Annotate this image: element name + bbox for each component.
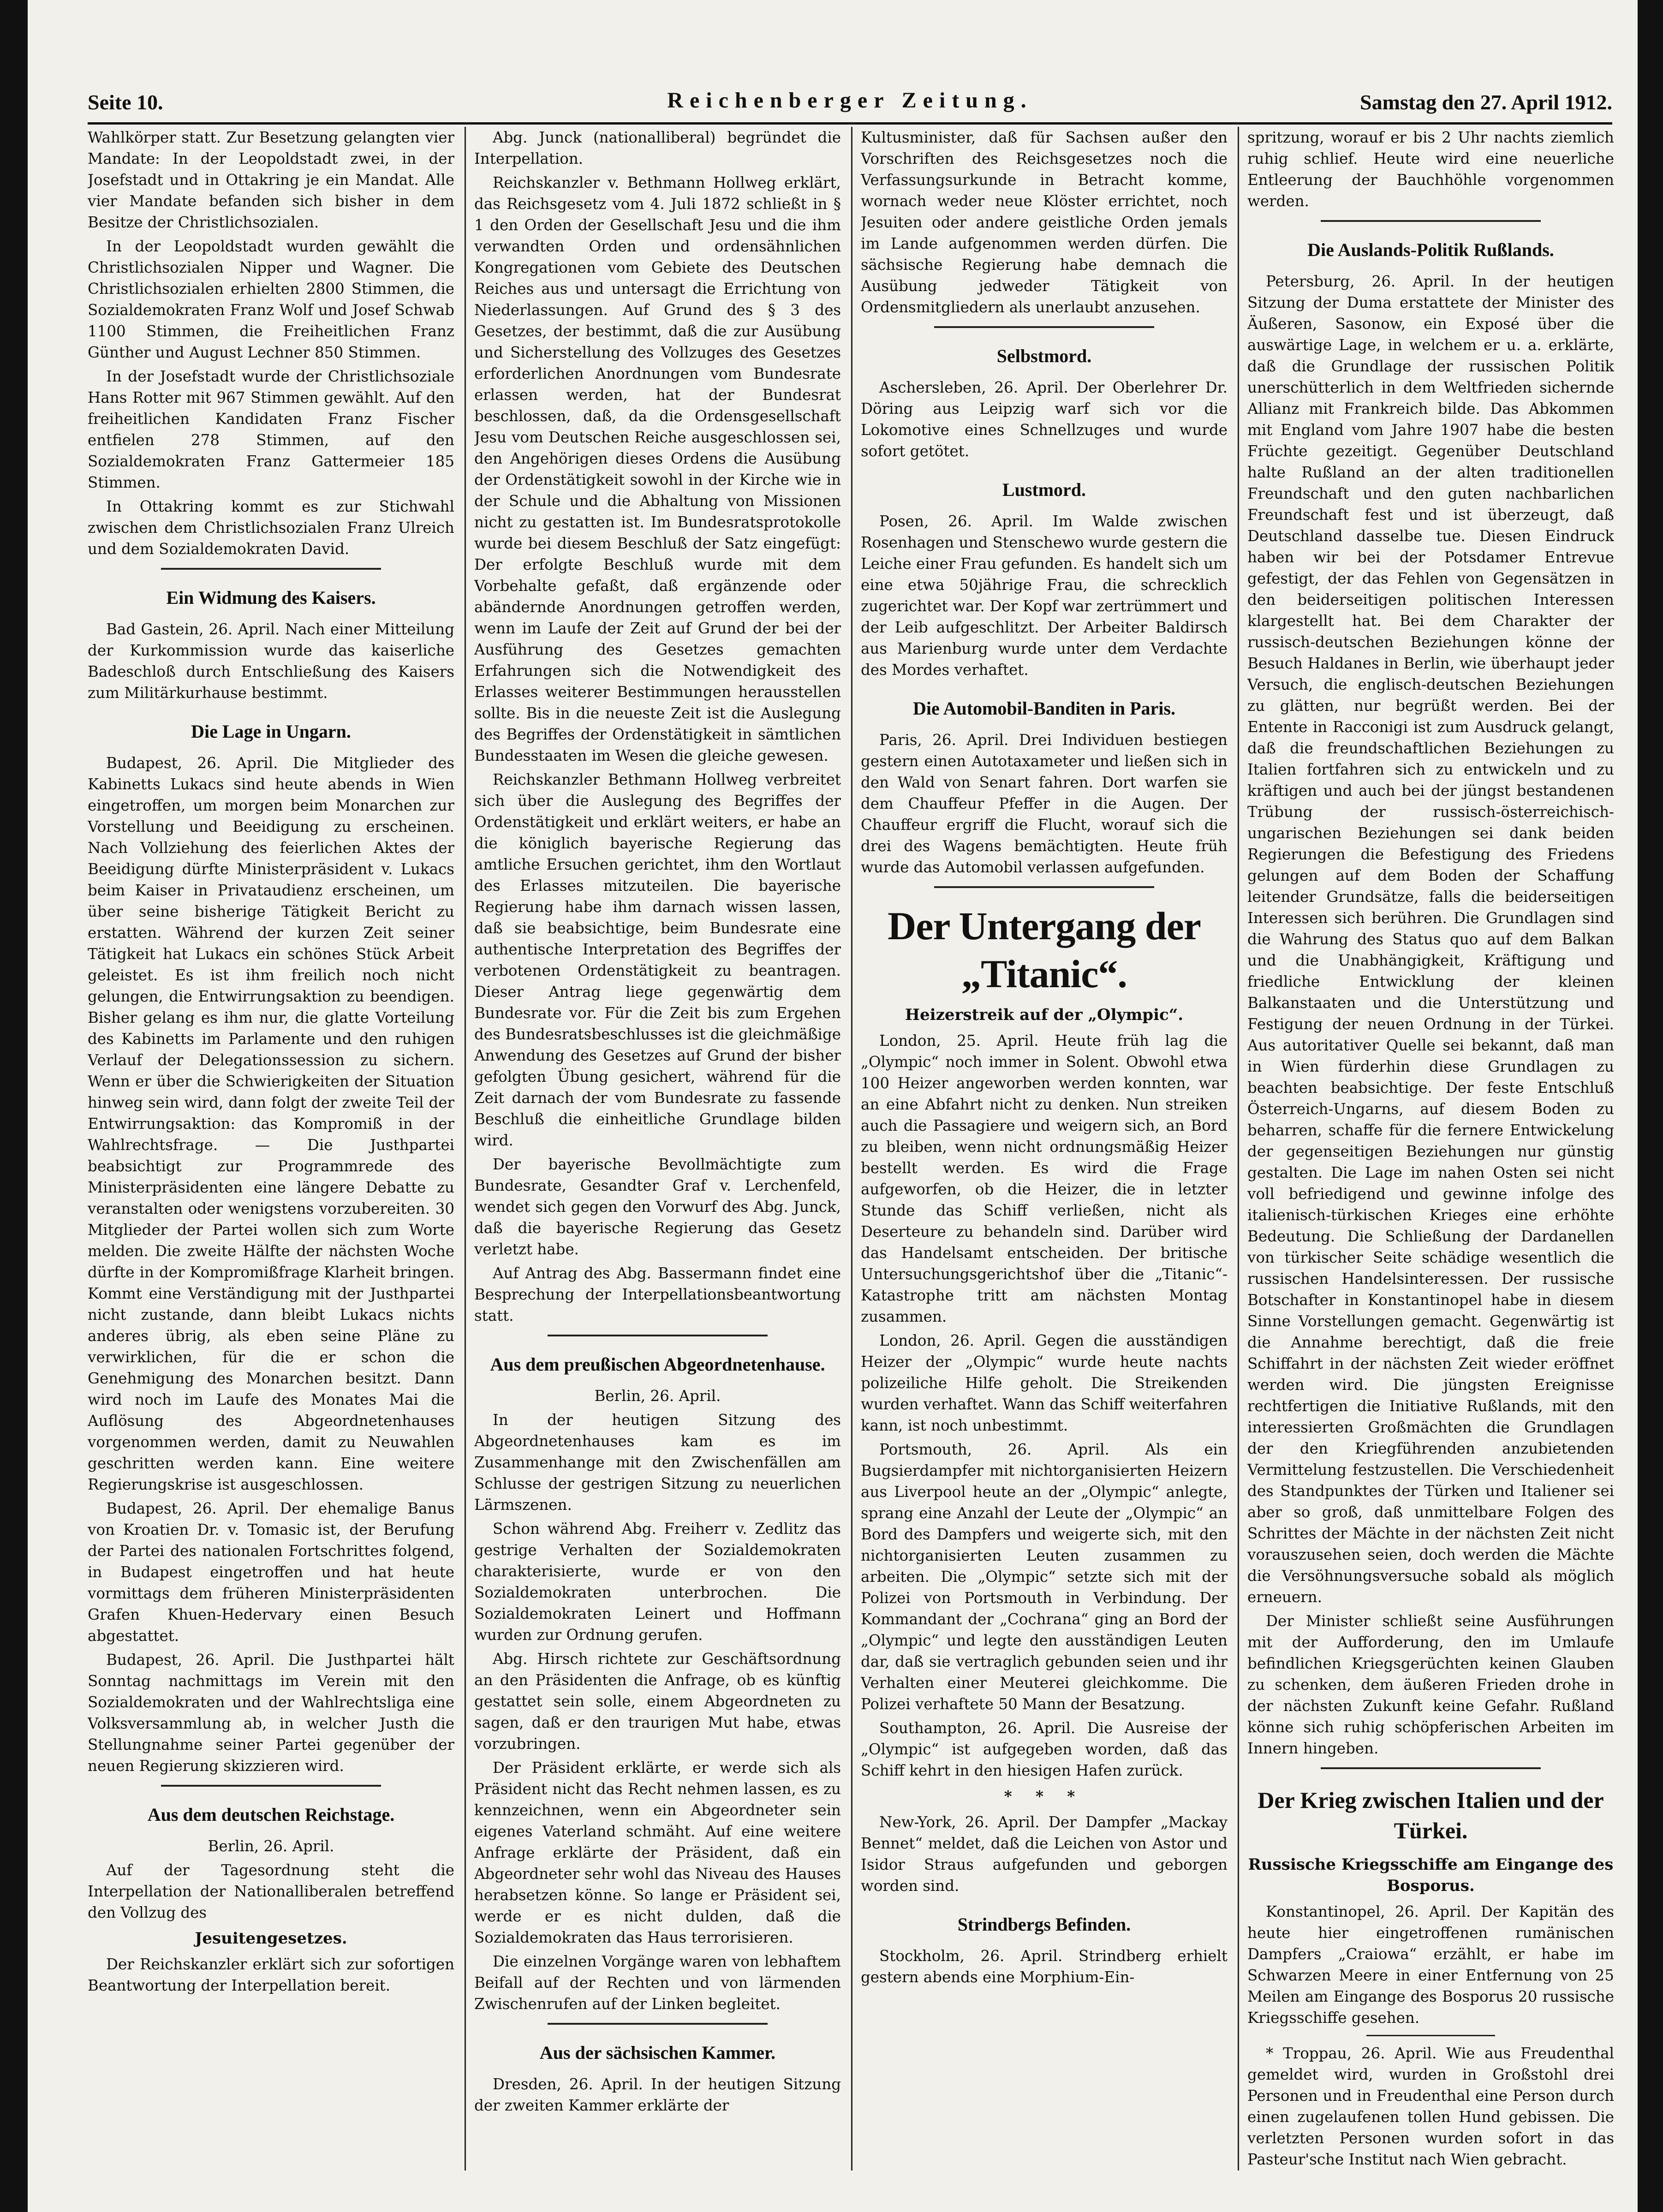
- paragraph: Stockholm, 26. April. Strindberg erhielt gestern abends eine Morphium-Ein-: [861, 1947, 1228, 1986]
- paragraph: Schon während Abg. Freiherr v. Zedlitz das gestrige Verhalten der Sozialdemokraten charakterisierte, wurde er von den Sozialdemokraten unterbrochen. Die Sozialdemokraten Leinert und Hoffmann wurden zur Ordnung gerufen.: [474, 1520, 841, 1644]
- article-headline: Aus dem preußischen Abgeordnetenhause.: [490, 1354, 825, 1375]
- article-headline: Die Lage in Ungarn.: [191, 721, 351, 742]
- column-1: [88, 127, 454, 2170]
- paragraph: In der Leopoldstadt wurden gewählt die Christlichsozialen Nipper und Wagner. Die Christlichsozialen erhielten 2800 Stimmen, die Sozialdemokraten Franz Wolf und Josef Schwab 1100 Stimmen, die Freiheitlichen Franz Günther und August Lechner 850 Stimmen.: [88, 238, 454, 361]
- article-separator: [548, 2023, 768, 2025]
- paragraph: Der Präsident erklärte, er werde sich als Präsident nicht das Recht nehmen lassen, es zu kennzeichnen, wenn ein Abgeordneter sein eigenes Vaterland schmäht. Auf eine weitere Anfrage erklärte der Präsident, daß ein Abgeordneter sehr wohl das Niveau des Hauses herabsetzen könne. So lange er Präsident sei, werde er es nicht dulden, daß die Sozialdemokraten das Haus terrorisieren.: [474, 1759, 841, 1946]
- paragraph: Abg. Junck (nationalliberal) begründet die Interpellation.: [474, 129, 841, 167]
- paragraph: Bad Gastein, 26. April. Nach einer Mitteilung der Kurkommission wurde das kaiserliche Badeschloß durch Entschließung des Kaisers zum Militärkurhause bestimmt.: [88, 620, 454, 702]
- subheadline: Jesuitengesetzes.: [195, 1929, 347, 1948]
- article-separator: [161, 568, 381, 570]
- article-separator: [1321, 1767, 1541, 1769]
- article-separator: [1321, 220, 1541, 222]
- paragraph: Die einzelnen Vorgänge waren von lebhaftem Beifall auf der Rechten und von lärmenden Zwischenrufen auf der Linken begleitet.: [474, 1953, 841, 2013]
- paragraph: Portsmouth, 26. April. Als ein Bugsierdampfer mit nichtorganisierten Heizern aus Liverpool heute an der „Olympic“ anlegte, sprang eine Anzahl der Leute der „Olympic“ an Bord des Dampfers und weigerte sich, mit den nichtorganisierten Leuten zusammen zu arbeiten. Die „Olympic“ setzte sich mit der Polizei von Portsmouth in Verbindung. Der Kommandant der „Cochrana“ ging an Bord der „Olympic“ und legte den ausständigen Leuten dar, daß sie vertraglich gebunden seien und ihr Verhalten einer Meuterei gleichkomme. Die Polizei verhaftete 50 Mann der Besatzung.: [861, 1441, 1228, 1713]
- article-separator: [934, 886, 1154, 888]
- paragraph: Auf Antrag des Abg. Bassermann findet eine Besprechung der Interpellationsbeantwortung statt.: [474, 1264, 841, 1324]
- article-headline: Aus der sächsischen Kammer.: [539, 2042, 776, 2063]
- paragraph: Auf der Tagesordnung steht die Interpellation der Nationalliberalen betreffend den Vollzug des: [88, 1861, 454, 1921]
- article-headline: Die Auslands-Politik Rußlands.: [1307, 239, 1554, 260]
- dateline: Berlin, 26. April.: [208, 1837, 334, 1855]
- paragraph: Abg. Hirsch richtete zur Geschäftsordnung an den Präsidenten die Anfrage, ob es künftig gestattet sein solle, einem Abgeordneten zu sagen, daß er den traurigen Mut habe, etwas vorzubringen.: [474, 1650, 841, 1753]
- subheadline: Heizerstreik auf der „Olympic“.: [905, 1006, 1184, 1024]
- paragraph: London, 26. April. Gegen die ausständigen Heizer der „Olympic“ wurde heute nachts polizeiliche Hilfe geholt. Die Streikenden wurden verhaftet. Wann das Schiff weiterfahren kann, ist noch unbestimmt.: [861, 1332, 1228, 1434]
- subheadline: Russische Kriegsschiffe am Eingange des Bosporus.: [1248, 1855, 1614, 1895]
- column-rule: [1238, 127, 1239, 2170]
- paragraph: Der Minister schließt seine Ausführungen mit der Aufforderung, den im Umlaufe befindlichen Kriegsgerüchten keinen Glauben zu schenken, dem äußeren Frieden drohe in der nächsten Zukunft keine Gefahr. Rußland könne sich ruhig schöpferischen Arbeiten im Innern hingeben.: [1247, 1612, 1614, 1757]
- paragraph: Paris, 26. April. Drei Individuen bestiegen gestern einen Autotaxameter und ließen sich in den Wald von Senart fahren. Dort warfen sie dem Chauffeur Pfeffer in die Augen. Der Chauffeur ergriff die Flucht, worauf sich die drei des Wagens bemächtigten. Heute früh wurde das Automobil verlassen aufgefunden.: [861, 731, 1228, 876]
- paragraph: Dresden, 26. April. In der heutigen Sitzung der zweiten Kammer erklärte der: [474, 2075, 841, 2114]
- paragraph: In der Josefstadt wurde der Christlichsoziale Hans Rotter mit 967 Stimmen gewählt. Auf den freiheitlichen Kandidaten Franz Fischer entfielen 278 Stimmen, auf den Sozialdemokraten Franz Gattermeier 185 Stimmen.: [88, 368, 454, 491]
- column-4: [1247, 127, 1614, 2170]
- paragraph: Der Reichskanzler erklärt sich zur sofortigen Beantwortung der Interpellation bereit.: [88, 1956, 454, 1994]
- paragraph: spritzung, worauf er bis 2 Uhr nachts ziemlich ruhig schlief. Heute wird eine neuerliche Entleerung der Bauchhöhle vorgenommen werden.: [1247, 129, 1614, 210]
- paragraph: Budapest, 26. April. Der ehemalige Banus von Kroatien Dr. v. Tomasic ist, der Berufung der Partei des nationalen Fortschrittes folgend, in Budapest eingetroffen und hat heute vormittags dem früheren Ministerpräsidenten Grafen Khuen-Hedervary einen Besuch abgestattet.: [88, 1500, 454, 1645]
- paragraph: Budapest, 26. April. Die Justhpartei hält Sonntag nachmittags im Verein mit den Sozialdemokraten und der Wahlrechtsliga eine Volksversammlung ab, in welcher Justh die Stellungnahme seiner Partei gegenüber der neuen Regierung skizzieren wird.: [88, 1651, 454, 1775]
- article-headline: Strindbergs Befinden.: [957, 1914, 1131, 1935]
- paragraph: Kultusminister, daß für Sachsen außer den Vorschriften des Reichsgesetzes noch die Verfassungsurkunde in Betracht komme, wornach weder neue Klöster errichtet, noch Jesuiten oder andere geistliche Orden jemals im Lande aufgenommen werden dürfen. Die sächsische Regierung habe demnach die Ausübung jedweder Tätigkeit von Ordensmitgliedern als unerlaubt anzusehen.: [861, 129, 1228, 316]
- newspaper-title: Reichenberger Zeitung.: [667, 88, 1033, 113]
- paragraph: Budapest, 26. April. Die Mitglieder des Kabinetts Lukacs sind heute abends in Wien eingetroffen, um morgen beim Monarchen zur Vorstellung und Beeidigung zu erscheinen. Nach Vollziehung des feierlichen Aktes der Beeidigung dürfte Ministerpräsident v. Lukacs beim Kaiser in Privataudienz erscheinen, um über seine bisherige Tätigkeit Bericht zu erstatten. Während der kurzen Zeit seiner Tätigkeit hat Lukacs ein schönes Stück Arbeit geleistet. Es ist ihm freilich noch nicht gelungen, die Entwirrungsaktion zu beendigen. Bisher gelang es ihm nur, die glatte Vorteilung des Kabinetts im Parlamente und den ruhigen Verlauf der Delegationssession zu sichern. Wenn er über die Schwierigkeiten der Situation hinweg sein wird, dann folgt der zweite Teil der Entwirrungsaktion: das Kompromiß in der Wahlrechtsfrage. — Die Justhpartei beabsichtigt zur Programmrede des Ministerpräsidenten eine längere Debatte zu veranstalten oder wenigstens vorzubereiten. 30 Mitglieder der Partei wollen sich zum Worte melden. Die zweite Hälfte der nächsten Woche dürfte in der Kompromißfrage Klarheit bringen. Kommt eine Verständigung mit der Justhpartei nicht zustande, dann bleibt Lukacs nichts anderes übrig, als eben seine Pläne zu verwirklichen, für die er schon die Genehmigung des Monarchen besitzt. Dann wird noch im Laufe des Monates Mai die Auflösung des Abgeordnetenhauses vorgenommen werden, damit zu Neuwahlen geschritten werden kann. Eine weitere Regierungskrise ist ausgeschlossen.: [88, 754, 454, 1493]
- column-2: [474, 127, 841, 2170]
- scan-border-left: [0, 0, 28, 2212]
- article-headline-large: Der Untergang der „Titanic“.: [888, 904, 1201, 996]
- paragraph: Der bayerische Bevollmächtigte zum Bundesrate, Gesandter Graf v. Lerchenfeld, wendet sich gegen den Vorwurf des Abg. Junck, daß die bayerische Regierung das Gesetz verletzt habe.: [474, 1156, 841, 1258]
- paragraph: * Troppau, 26. April. Wie aus Freudenthal gemeldet wird, wurden in Großstohl drei Personen und in Freudenthal eine Person durch einen zugelaufenen tollen Hund gebissen. Die verletzten Personen wurden sofort in das Pasteur'sche Institut nach Wien gebracht.: [1247, 2045, 1614, 2168]
- paragraph: London, 25. April. Heute früh lag die „Olympic“ noch immer in Solent. Obwohl etwa 100 Heizer angeworben werden konnten, war an eine Abfahrt nicht zu denken. Nun streiken auch die Passagiere und weigern sich, an Bord zu bleiben, wenn nicht ordnungsmäßig Heizer bestellt werden. Es wird die Frage aufgeworfen, ob die Heizer, die in letzter Stunde das Schiff verließen, nicht als Deserteure zu behandeln sind. Darüber wird das Handelsamt entscheiden. Der britische Untersuchungsgerichtshof über die „Titanic“-Katastrophe tritt am nächsten Montag zusammen.: [861, 1032, 1228, 1325]
- article-columns: [88, 127, 1612, 2170]
- dateline: Berlin, 26. April.: [594, 1387, 721, 1405]
- article-headline: Lustmord.: [1002, 479, 1086, 500]
- column-rule: [851, 127, 852, 2170]
- article-separator: [161, 1785, 381, 1787]
- page-header: [88, 85, 1612, 125]
- article-headline: Ein Widmung des Kaisers.: [166, 587, 376, 608]
- paragraph: Reichskanzler v. Bethmann Hollweg erklärt, das Reichsgesetz vom 4. Juli 1872 schließt in § 1 den Orden der Gesellschaft Jesu und die ihm verwandten Orden und ordensähnlichen Kongregationen vom Gebiete des Deutschen Reiches aus und untersagt die Errichtung von Niederlassungen. Auf Grund des § 3 des Gesetzes, der bestimmt, daß die zur Ausübung und Sicherstellung des Vollzuges des Gesetzes erforderlichen Anordnungen vom Bundesrate erlassen werden, hat der Bundesrat beschlossen, daß, da die Ordensgesellschaft Jesu vom Deutschen Reiche ausgeschlossen sei, den Angehörigen dieses Ordens die Ausübung der Ordenstätigkeit sowohl in der Kirche wie in der Schule und die Abhaltung von Missionen nicht zu gestatten ist. Im Bundesratsprotokolle wurde bei diesem Beschluß der Satz eingefügt: Der erfolgte Beschluß wurde mit dem Vorbehalte gefaßt, daß ergänzende oder abändernde Anordnungen getroffen werden, wenn im Laufe der Zeit auf Grund der bei der Ausführung des Gesetzes gemachten Erfahrungen sich die Notwendigkeit des Erlasses weiterer Bestimmungen herausstellen sollte. Bis in die neueste Zeit ist die Auslegung des Begriffes der Ordenstätigkeit in sämtlichen Bundesstaaten im Wesen die gleiche gewesen.: [474, 174, 841, 764]
- paragraph: Posen, 26. April. Im Walde zwischen Rosenhagen und Stenschewo wurde gestern die Leiche einer Frau gefunden. Es handelt sich um eine etwa 50jährige Frau, die schrecklich zugerichtet war. Der Kopf war zertrümmert und der Leib aufgeschlitzt. Der Arbeiter Baldirsch aus Marienburg wurde unter dem Verdachte des Mordes verhaftet.: [861, 513, 1228, 679]
- section-stars: * * *: [1004, 1787, 1085, 1805]
- paragraph: Wahlkörper statt. Zur Besetzung gelangten vier Mandate: In der Leopoldstadt zwei, in der Josefstadt und in Ottakring je ein Mandat. Alle vier Mandate befanden sich bisher in dem Besitze der Christlichsozialen.: [88, 129, 454, 231]
- issue-date: Samstag den 27. April 1912.: [1360, 90, 1612, 114]
- article-headline: Der Krieg zwischen Italien und der Türkei.: [1258, 1787, 1604, 1843]
- paragraph: In Ottakring kommt es zur Stichwahl zwischen dem Christlichsozialen Franz Ulreich und dem Sozialdemokraten David.: [88, 498, 454, 558]
- article-separator: [1366, 2035, 1495, 2036]
- article-separator: [548, 1335, 768, 1336]
- article-headline: Aus dem deutschen Reichstage.: [147, 1804, 395, 1825]
- column-rule: [465, 127, 466, 2170]
- paragraph: New-York, 26. April. Der Dampfer „Mackay Bennet“ meldet, daß die Leichen von Astor und Isidor Straus aufgefunden und geborgen worden sind.: [861, 1813, 1228, 1895]
- paragraph: Reichskanzler Bethmann Hollweg verbreitet sich über die Auslegung des Begriffes der Ordenstätigkeit und erklärt weiters, er habe an die königlich bayerische Regierung das amtliche Ersuchen gerichtet, ihm den Wortlaut des Erlasses mitzuteilen. Die bayerische Regierung habe ihm darnach wissen lassen, daß sie beabsichtige, beim Bundesrate eine authentische Interpretation des Begriffes der verbotenen Ordenstätigkeit zu beantragen. Dieser Antrag liege gegenwärtig dem Bundesrate vor. Für die Zeit bis zum Ergehen des Bundesratsbeschlusses ist die gleichmäßige Anwendung des Gesetzes auf Grund der bisher gefolgten Übung gesichert, während für die Zeit darnach der vom Bundesrate zu fassende Beschluß die einheitliche Grundlage bilden wird.: [474, 771, 841, 1149]
- article-separator: [934, 326, 1154, 328]
- paragraph: Southampton, 26. April. Die Ausreise der „Olympic“ ist aufgegeben worden, daß das Schiff kehrt in den hiesigen Hafen zurück.: [861, 1719, 1228, 1779]
- page-number: Seite 10.: [88, 90, 163, 114]
- paragraph: Konstantinopel, 26. April. Der Kapitän des heute hier eingetroffenen rumänischen Dampfers „Craiowa“ erzählt, er habe im Schwarzen Meere in einer Entfernung von 25 Meilen am Eingange des Bosporus 20 russische Kriegsschiffe gesehen.: [1247, 1903, 1614, 2027]
- article-headline: Selbstmord.: [996, 346, 1092, 366]
- paragraph: Petersburg, 26. April. In der heutigen Sitzung der Duma erstattete der Minister des Äußeren, Sasonow, ein Exposé über die auswärtige Lage, in welchem er u. a. erklärte, daß die Grundlage der russischen Politik unerschütterlich in dem Weltfrieden sichernde Allianz mit Frankreich bilde. Das Abkommen mit England vom Jahre 1907 habe die besten Früchte gezeitigt. Gegenüber Deutschland halte Rußland an der alten traditionellen Freundschaft und den guten nachbarlichen Freundschaft fest und ist überzeugt, daß Deutschland dasselbe tue. Diesen Eindruck haben wir bei der Potsdamer Entrevue gefestigt, der das Fehlen von Gegensätzen in den beiderseitigen politischen Interessen klargestellt hat. Bei dem Charakter der russisch-deutschen Beziehungen könne der Besuch Haldanes in Berlin, wie überhaupt jeder Versuch, die englisch-deutschen Beziehungen zu glätten, nur begrüßt werden. Bei der Entente in Racconigi ist zum Ausdruck gelangt, daß die freundschaftlichen Beziehungen zu Italien fortfahren sich zu entwickeln und zu kräftigen und auch bei der jüngst bestandenen Trübung der russisch-österreichisch-ungarischen Beziehungen sei dank beiden Regierungen die Befestigung des Friedens gelungen auf dem Boden der Schaffung leitender Grundsätze, falls die beiderseitigen Interessen sich berühren. Die Grundlagen sind die Wahrung des Status quo auf dem Balkan und die Unabhängigkeit, Kräftigung und friedliche Entwicklung der kleinen Balkanstaaten und die Unterstützung und Festigung der neuen Ordnung in der Türkei. Aus autoritativer Quelle sei bekannt, daß man in Wien fürderhin diese Grundlagen zu beachten beabsichtige. Der feste Entschluß Österreich-Ungarns, auf diesem Boden zu beharren, schaffe für die fernere Entwickelung der gegenseitigen Beziehungen nur günstig gestalten. Die Lage im nahen Osten sei nicht voll befriedigend und gewinne infolge des italienisch-türkischen Krieges eine erhöhte Bedeutung. Die Schließung der Dardanellen von türkischer Seite schädige wesentlich die russischen Handelsinteressen. Der russische Botschafter in Konstantinopel habe in diesem Sinne Vorstellungen gemacht. Gegenwärtig ist die Annahme berechtigt, daß die freie Schiffahrt in der nächsten Zeit wieder eröffnet werden wird. Die jüngsten Ereignisse rechtfertigen die Initiative Rußlands, mit den interessierten Großmächten die Grundlagen der den Kriegführenden anzubietenden Vermittelung festzustellen. Die Verschiedenheit des Standpunktes der Türken und Italiener sei aber so groß, daß unmittelbare Folgen des Schrittes der Mächte in der nächsten Zeit nicht vorauszusehen seien, doch werden die Mächte die Versöhnungsversuche sobald als möglich erneuern.: [1247, 273, 1614, 1606]
- column-3: [861, 127, 1228, 2170]
- paragraph: In der heutigen Sitzung des Abgeordnetenhauses kam es im Zusammenhange mit den Zwischenfällen am Schlusse der gestrigen Sitzung zu neuerlichen Lärmszenen.: [474, 1411, 841, 1514]
- paragraph: Aschersleben, 26. April. Der Oberlehrer Dr. Döring aus Leipzig warf sich vor die Lokomotive eines Schnellzuges und wurde sofort getötet.: [861, 379, 1228, 460]
- scan-border-right: [1638, 0, 1663, 2212]
- article-headline: Die Automobil-Banditen in Paris.: [913, 698, 1175, 719]
